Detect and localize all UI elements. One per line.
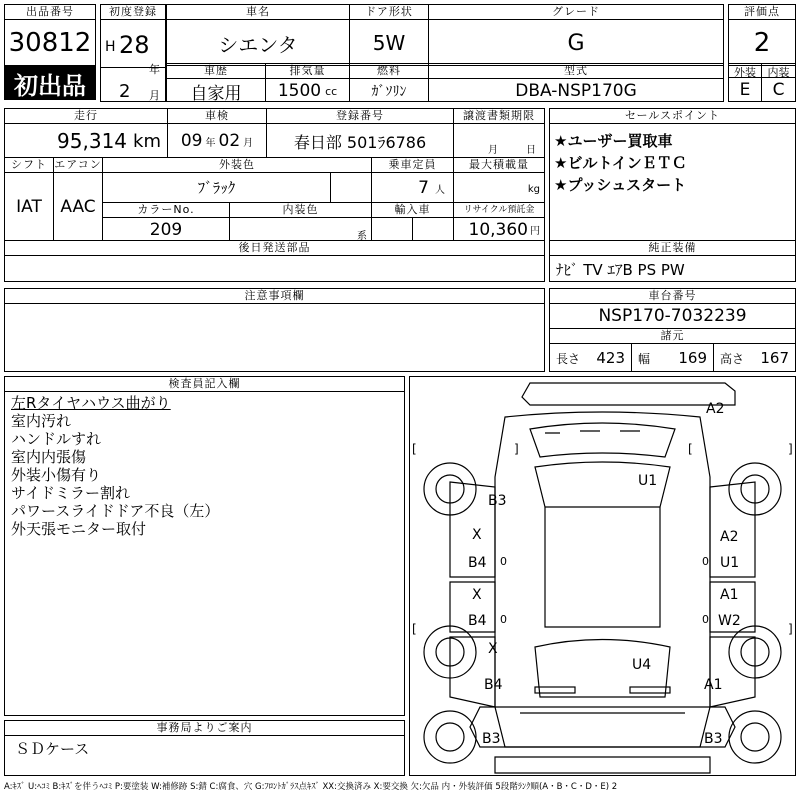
transfer-month-unit: 月 — [488, 145, 498, 156]
damage-mark: A2 — [706, 401, 725, 417]
color-no: 209 — [149, 219, 183, 240]
zero-mark: 0 — [702, 613, 709, 626]
recycle: 10,360 — [468, 219, 528, 240]
lot-number-box — [4, 4, 96, 66]
int-color-unit: 系 — [357, 231, 367, 242]
ext-color: ﾌﾞﾗｯｸ — [197, 178, 236, 197]
first-registration-box — [100, 4, 166, 102]
chassis-box — [549, 288, 796, 372]
lot-number: 30812 — [8, 28, 92, 58]
color-no-label: カラーNo. — [103, 203, 229, 218]
score-label: 評価点 — [729, 5, 795, 20]
inspector-line: 室内汚れ — [11, 412, 72, 430]
damage-mark: X — [472, 527, 482, 543]
damage-mark: U4 — [632, 657, 652, 673]
inspection-month-unit: 月 — [243, 137, 254, 149]
ext-label: 外装 — [729, 64, 762, 78]
lot-number-label: 出品番号 — [5, 5, 95, 20]
plate-label: 登録番号 — [267, 109, 453, 124]
mileage: 95,314 — [57, 129, 128, 153]
sales-points-box — [549, 108, 796, 241]
chassis-label: 車台番号 — [550, 289, 795, 304]
inspector-line: 外天張モニター取付 — [11, 520, 147, 538]
ext-color-label: 外装色 — [103, 158, 371, 173]
width: 169 — [678, 349, 707, 367]
first-registration-year: 28 — [119, 31, 150, 59]
damage-mark: U1 — [638, 473, 658, 489]
length-label: 長さ — [556, 351, 581, 366]
first-registration-month: 2 — [119, 81, 131, 102]
damage-mark: B3 — [482, 731, 501, 747]
damage-mark: U1 — [720, 555, 740, 571]
door: 5W — [372, 31, 406, 55]
displacement: 1500 — [277, 81, 322, 101]
office-box — [4, 720, 405, 776]
damage-mark: A2 — [720, 529, 739, 545]
zero-mark: 0 — [702, 555, 709, 568]
capacity: 7 — [418, 178, 429, 198]
damage-mark: A1 — [720, 587, 739, 603]
recycle-box — [453, 202, 545, 241]
parts-label: 後日発送部品 — [5, 241, 544, 256]
inspection-month: 02 — [218, 131, 241, 151]
bracket-mark: [ — [412, 442, 417, 456]
parts-box — [4, 240, 545, 282]
sales-point-item: ★ユーザー買取車 — [554, 132, 673, 150]
inspector-line: 室内内張傷 — [11, 448, 87, 466]
height-label: 高さ — [720, 351, 745, 366]
int-grade: C — [772, 79, 785, 100]
displacement-box — [265, 63, 350, 102]
ext-int-box — [728, 63, 796, 102]
first-listing-badge: 初出品 — [4, 66, 96, 100]
width-label: 幅 — [638, 351, 651, 366]
damage-mark: B3 — [704, 731, 723, 747]
capacity-label: 乗車定員 — [372, 158, 453, 173]
import-box — [371, 202, 454, 241]
ac-label: エアコン — [54, 158, 102, 171]
car-name: シエンタ — [218, 32, 298, 57]
grade: G — [567, 30, 585, 56]
legend: A:ｷｽﾞ U:ﾍｺﾐ B:ｷｽﾞを伴うﾍｺﾐ P:要塗装 W:補修跡 S:錆 C:腐食、穴 G:ﾌﾛﾝﾄｶﾞﾗｽ点ｷｽﾞ XX:交換済み X:要交換 欠:欠品 内・外装評価 5段階ﾗﾝｸ順(A・B・C・D・E) 2 — [4, 782, 618, 792]
displacement-unit: cc — [325, 84, 338, 98]
damage-mark: B4 — [468, 613, 487, 629]
equipment-label: 純正装備 — [550, 241, 795, 256]
damage-mark: W2 — [718, 613, 741, 629]
inspection-box — [167, 108, 267, 158]
fuel: ｶﾞｿﾘﾝ — [371, 84, 407, 100]
inspector-line: パワースライドドア不良（左） — [11, 502, 220, 520]
zero-mark: 0 — [500, 555, 507, 568]
inspector-line: 外装小傷有り — [11, 466, 102, 484]
inspection-label: 車検 — [168, 109, 266, 124]
car-diagram — [410, 377, 795, 775]
plate-box — [266, 108, 454, 158]
bracket-mark: [ — [412, 622, 417, 636]
capacity-box — [371, 157, 454, 203]
score: 2 — [753, 28, 771, 58]
color-no-box — [102, 202, 230, 241]
sales-point-item: ★プッシュスタート — [554, 176, 687, 194]
year-unit: 年 — [149, 63, 160, 76]
damage-mark: X — [488, 641, 498, 657]
notes-box — [4, 288, 545, 372]
car-name-box — [166, 4, 350, 66]
recycle-label: リサイクル預託金 — [454, 203, 544, 218]
grade-box — [428, 4, 724, 66]
transfer-label: 譲渡書類期限 — [454, 109, 544, 124]
car-diagram-box — [409, 376, 796, 776]
shift: IAT — [16, 197, 42, 217]
model: DBA-NSP170G — [515, 81, 637, 101]
chassis-number: NSP170-7032239 — [550, 304, 795, 329]
inspector-line: ハンドルすれ — [11, 430, 102, 448]
equipment-value: ﾅﾋﾞ TV ｴｱB PS PW — [556, 260, 685, 279]
mileage-unit: km — [133, 130, 161, 152]
damage-mark: B3 — [488, 493, 507, 509]
load-box — [453, 157, 545, 203]
bracket-mark: ] — [788, 622, 793, 636]
load-unit: kg — [527, 184, 540, 195]
mileage-label: 走行 — [5, 109, 167, 124]
ac: AAC — [60, 197, 96, 217]
fuel-box — [349, 63, 429, 102]
era-prefix: H — [105, 39, 116, 55]
dims-label: 諸元 — [550, 329, 795, 344]
bracket-mark: ] — [788, 442, 793, 456]
bracket-mark: ] — [514, 442, 519, 456]
length: 423 — [596, 349, 625, 367]
door-box — [349, 4, 429, 66]
shift-label: シフト — [5, 158, 53, 173]
inspection-year-unit: 年 — [205, 137, 216, 149]
import-label: 輸入車 — [372, 203, 453, 218]
damage-mark: X — [472, 587, 482, 603]
capacity-unit: 人 — [435, 184, 445, 196]
zero-mark: 0 — [500, 613, 507, 626]
model-box — [428, 63, 724, 102]
office-value: ＳＤケース — [15, 740, 90, 758]
model-label: 型式 — [429, 64, 723, 79]
displacement-label: 排気量 — [266, 64, 349, 79]
notes-label: 注意事項欄 — [5, 289, 544, 304]
transfer-box — [453, 108, 545, 158]
ac-box — [53, 157, 103, 241]
first-registration-label: 初度登録 — [101, 5, 165, 20]
equipment-box — [549, 240, 796, 282]
inspector-label: 検査員記入欄 — [5, 377, 404, 392]
inspection-year: 09 — [180, 131, 203, 151]
inspector-box — [4, 376, 405, 716]
door-label: ドア形状 — [350, 5, 428, 20]
bracket-mark: [ — [688, 442, 693, 456]
car-name-label: 車名 — [167, 5, 349, 20]
sales-point-item: ★ビルトインＥＴＣ — [554, 154, 687, 172]
score-box — [728, 4, 796, 66]
ext-grade: E — [729, 78, 762, 101]
mileage-box — [4, 108, 168, 158]
fuel-label: 燃料 — [350, 64, 428, 79]
damage-mark: A1 — [704, 677, 723, 693]
damage-mark: B4 — [484, 677, 503, 693]
plate: 春日部 501ﾗ6786 — [293, 132, 427, 152]
int-color-box — [229, 202, 372, 241]
int-color-label: 内装色 — [230, 203, 371, 218]
month-unit: 月 — [149, 89, 160, 102]
office-label: 事務局よりご案内 — [5, 721, 404, 736]
history-box — [166, 63, 266, 102]
inspector-line: サイドミラー割れ — [11, 484, 130, 502]
history-label: 車歴 — [167, 64, 265, 79]
shift-box — [4, 157, 54, 241]
height: 167 — [760, 349, 789, 367]
recycle-unit: 円 — [530, 226, 540, 237]
transfer-day-unit: 日 — [526, 145, 536, 156]
history: 自家用 — [190, 83, 242, 104]
sales-points-label: セールスポイント — [550, 109, 795, 124]
inspector-line: 左Rタイヤハウス曲がり — [11, 394, 171, 412]
grade-label: グレード — [429, 5, 723, 20]
int-label: 内装 — [762, 64, 795, 78]
ext-color-box — [102, 157, 372, 203]
damage-mark: B4 — [468, 555, 487, 571]
load-label: 最大積載量 — [454, 158, 544, 173]
